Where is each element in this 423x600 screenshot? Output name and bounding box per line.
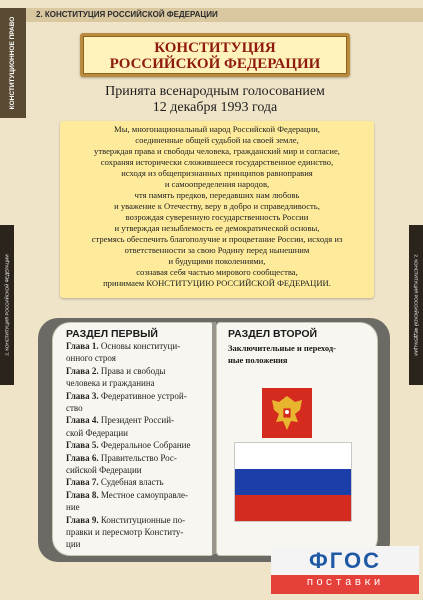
chapter-line	[66, 402, 83, 414]
chapter-title: человека и гражданина	[66, 378, 155, 389]
chapter-number: Глава 3.	[66, 390, 99, 401]
brand-tagline: поставки	[306, 577, 384, 589]
chapter-number: Глава 1.	[66, 341, 99, 351]
flag-stripe-blue	[235, 469, 351, 495]
title-plaque-inner	[83, 36, 347, 74]
preamble-line: чтя память предков, передавших нам любовь	[134, 190, 300, 200]
chapter-line	[66, 464, 142, 476]
chapter-title: онного строя	[66, 353, 116, 364]
chapter-line	[66, 526, 183, 538]
preamble-box	[60, 121, 374, 298]
preamble-line: исходя из общепризнанных принципов равноправия	[121, 168, 313, 178]
preamble-line: Мы, многонациональный народ Российской Федерации,	[114, 124, 320, 134]
chapter-title: Основы конституци-	[98, 341, 181, 351]
chapter-title: Правительство Рос-	[98, 452, 177, 463]
chapter-line	[66, 439, 190, 451]
chapter-number: Глава 6.	[66, 452, 99, 463]
chapter-line	[66, 427, 128, 439]
chapter-title: Местное самоуправле-	[98, 489, 188, 500]
chapter-line	[66, 390, 187, 402]
chapter-title: Федеральное Собрание	[98, 440, 191, 451]
chapter-line	[66, 414, 174, 426]
chapter-title: Судебная власть	[98, 477, 164, 488]
section-2-subheading-1: Заключительные и переход-	[228, 343, 336, 353]
chapter-line	[66, 476, 164, 488]
page-title-line-2: РОССИЙСКОЙ ФЕДЕРАЦИИ	[109, 56, 321, 72]
preamble-line: сознавая себя частью мирового сообщества,	[136, 267, 298, 277]
section-2-heading: РАЗДЕЛ ВТОРОЙ	[228, 328, 318, 340]
chapter-title: сийской Федерации	[66, 465, 142, 475]
chapter-title: ство	[66, 403, 83, 413]
title-plaque	[80, 33, 350, 77]
chapter-line	[66, 489, 188, 501]
chapter-number: Глава 7.	[66, 477, 99, 488]
header-title: 2. КОНСТИТУЦИЯ РОССИЙСКОЙ ФЕДЕРАЦИИ	[36, 10, 218, 19]
brand-name: ФГОС	[309, 548, 381, 573]
brand-logo	[271, 546, 419, 594]
preamble-line: и уважение к Отечеству, веру в добро и справедливость,	[114, 201, 320, 211]
chapter-line	[66, 365, 165, 377]
preamble-line: утверждая права и свободы человека, гражданский мир и согласие,	[94, 146, 340, 156]
preamble-line: возрождая суверенную государственность России	[125, 212, 309, 222]
chapter-title: Конституционные по-	[98, 514, 186, 525]
section-1-heading: РАЗДЕЛ ПЕРВЫЙ	[66, 328, 158, 340]
subject-label	[0, 8, 26, 118]
section-2-subheading-2: ные положения	[228, 355, 288, 365]
chapter-number: Глава 8.	[66, 489, 99, 500]
chapter-title: ской Федерации	[66, 427, 128, 438]
preamble-line: и будущими поколениями,	[168, 256, 266, 266]
chapter-number: Глава 2.	[66, 365, 99, 376]
subject-label-text: КОНСТИТУЦИОННОЕ ПРАВО	[9, 16, 16, 110]
chapter-number: Глава 4.	[66, 415, 99, 426]
side-tab-left-text: 2. КОНСТИТУЦИЯ РОССИЙСКОЙ ФЕДЕРАЦИИ	[4, 254, 10, 356]
chapter-line	[66, 501, 80, 513]
subtitle-line-1: Принята всенародным голосованием	[105, 84, 325, 99]
chapter-line	[66, 514, 185, 526]
chapter-number: Глава 5.	[66, 440, 99, 451]
chapter-title: Федеративное устрой-	[98, 390, 187, 401]
preamble-line: ответственности за свою Родину перед нынешним	[124, 245, 310, 255]
chapter-title: ние	[66, 502, 80, 513]
preamble-line: и самоопределения народов,	[164, 179, 270, 189]
coat-of-arms-icon	[262, 388, 312, 438]
book-spine	[212, 322, 216, 554]
chapter-number: Глава 9.	[66, 514, 99, 525]
subtitle-line-2: 12 декабря 1993 года	[152, 100, 278, 115]
russian-flag	[234, 442, 352, 522]
chapter-title: правки и пересмотр Конститу-	[66, 527, 184, 537]
chapter-line	[66, 377, 155, 389]
preamble-line: сохраняя исторически сложившееся государственное единство,	[100, 157, 334, 167]
chapter-title: ции	[66, 539, 81, 550]
chapter-line	[66, 340, 180, 352]
page-title-line-1: КОНСТИТУЦИЯ	[154, 40, 276, 56]
preamble-line: соединенные общей судьбой на своей земле,	[135, 135, 299, 145]
side-tab-right-text: 2. КОНСТИТУЦИЯ РОССИЙСКОЙ ФЕДЕРАЦИИ	[413, 254, 419, 356]
chapter-title: Права и свободы	[98, 365, 166, 376]
flag-stripe-white	[235, 443, 351, 469]
side-tab-right	[409, 225, 423, 385]
side-tab-left	[0, 225, 14, 385]
chapter-line	[66, 352, 116, 364]
chapter-line	[66, 538, 80, 550]
preamble-line: и утверждая незыблемость ее демократической основы,	[114, 223, 320, 233]
preamble-line: принимаем КОНСТИТУЦИЮ РОССИЙСКОЙ ФЕДЕРАЦИИ.	[103, 278, 331, 288]
flag-stripe-red	[235, 495, 351, 521]
chapter-line	[66, 452, 177, 464]
preamble-line: стремясь обеспечить благополучие и процветание России, исходя из	[91, 234, 343, 244]
header-bar	[26, 8, 423, 22]
chapter-title: Президент Россий-	[98, 415, 175, 426]
